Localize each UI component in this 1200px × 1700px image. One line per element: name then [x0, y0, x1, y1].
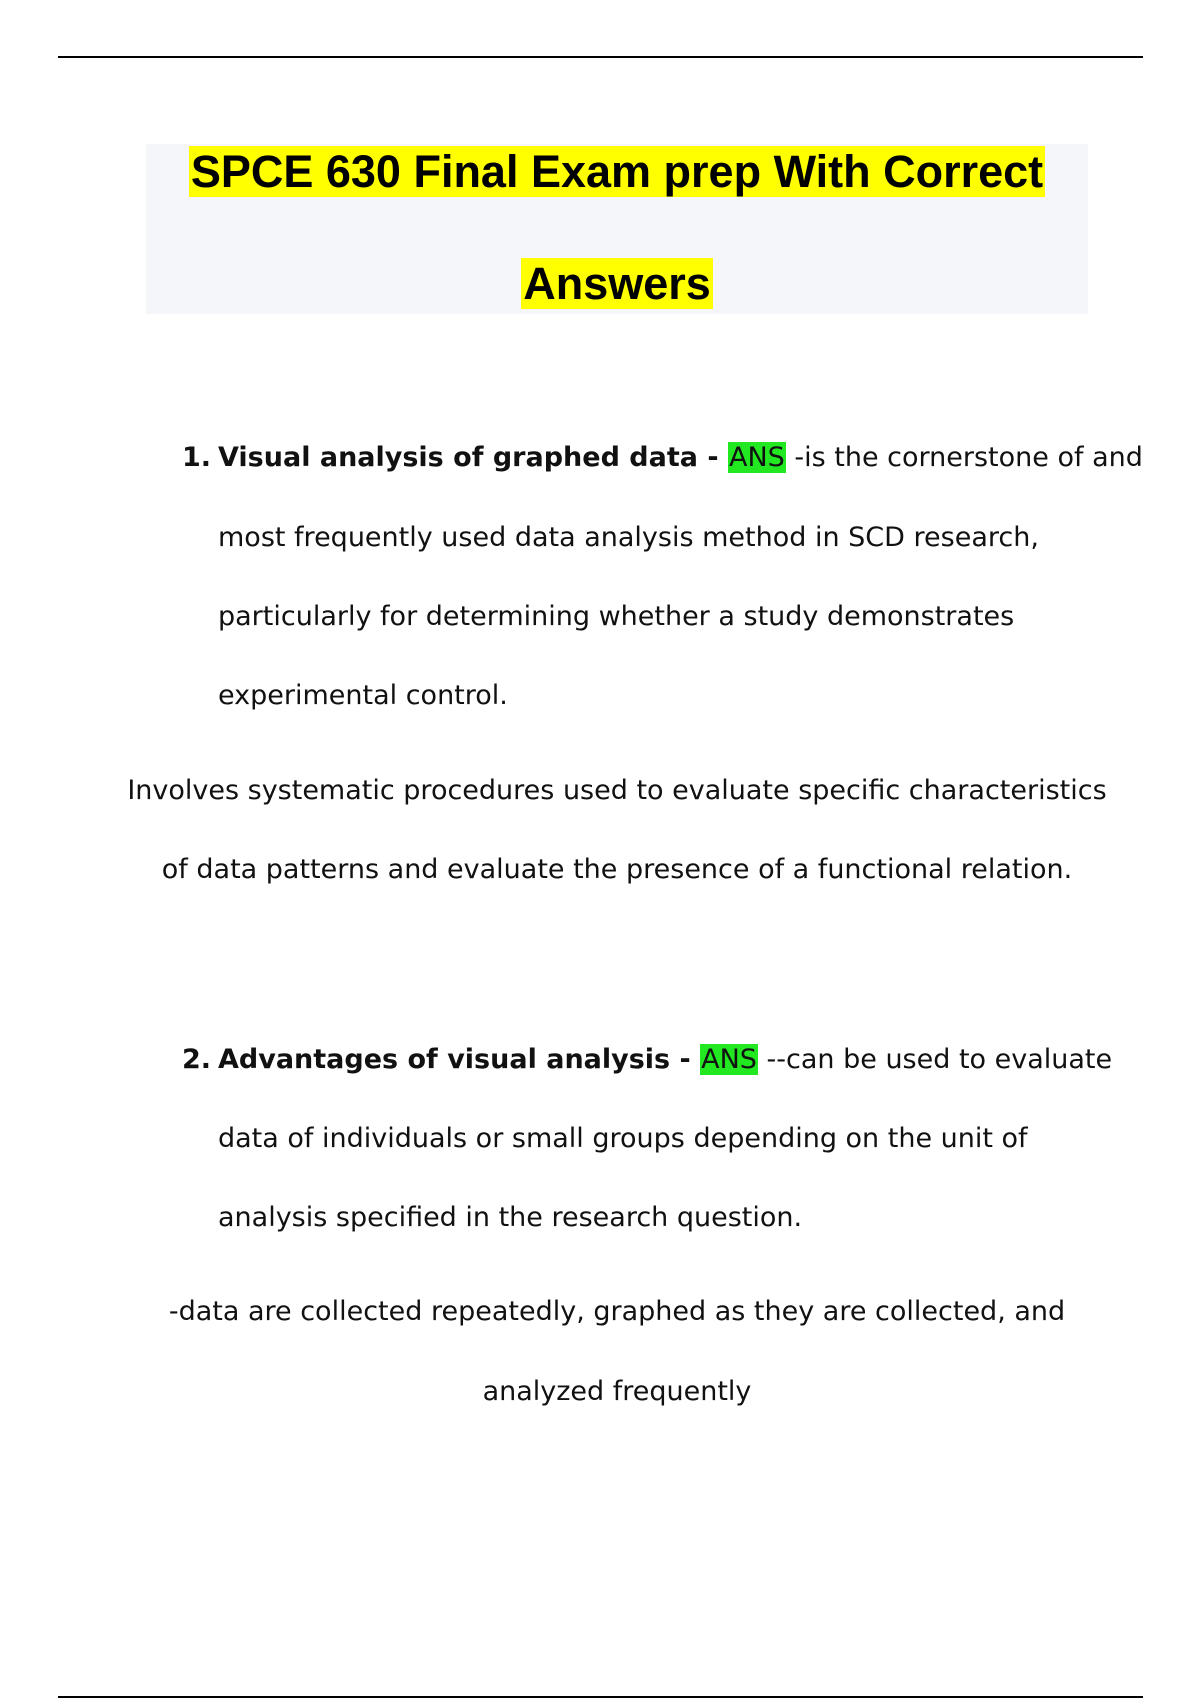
- ans-label: ANS: [701, 1044, 757, 1075]
- item-number: 2.: [182, 1044, 212, 1075]
- item-number: 1.: [182, 442, 212, 473]
- answer-line: particularly for determining whether a study demonstrates: [218, 601, 1015, 632]
- title-text-2: Answers: [523, 258, 711, 309]
- answer-line: analysis specified in the research question.: [218, 1202, 803, 1233]
- answer-text: --can be used to evaluate: [757, 1044, 1113, 1075]
- item-term: Advantages of visual analysis -: [218, 1044, 701, 1075]
- answer-line: most frequently used data analysis method in SCD research,: [218, 522, 1039, 553]
- title-text-1: SPCE 630 Final Exam prep With Correct: [190, 146, 1044, 197]
- item-first-line: [218, 438, 1143, 478]
- bottom-rule: [58, 1696, 1143, 1698]
- answer-extra-line: Involves systematic procedures used to evaluate specific characteristics: [127, 775, 1107, 806]
- answer-line: experimental control.: [218, 680, 508, 711]
- answer-line: data of individuals or small groups depending on the unit of: [218, 1123, 1028, 1154]
- title-line-2: [146, 256, 1088, 312]
- title-block: [146, 144, 1088, 314]
- answer-extra-line: analyzed frequently: [482, 1376, 752, 1407]
- answer-extra-line: -data are collected repeatedly, graphed as they are collected, and: [168, 1296, 1066, 1327]
- title-line-1: [146, 144, 1088, 200]
- item-first-line: [218, 1040, 1112, 1080]
- ans-label: ANS: [728, 442, 785, 473]
- item-term: Visual analysis of graphed data -: [218, 442, 728, 473]
- top-rule: [58, 56, 1143, 58]
- answer-extra-line: of data patterns and evaluate the presence of a functional relation.: [161, 854, 1073, 885]
- answer-text: -is the cornerstone of and: [785, 442, 1143, 473]
